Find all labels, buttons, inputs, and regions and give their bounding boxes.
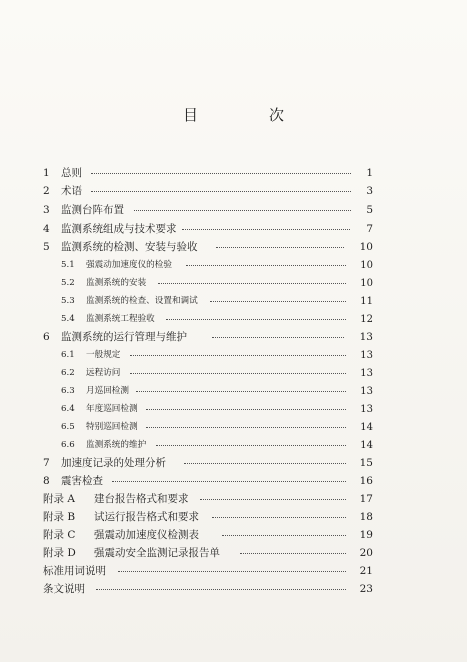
toc-entry-6-2 [0,365,467,382]
leader-dots [91,191,351,192]
toc-number: 6.2 [61,368,75,378]
toc-label: 强震动安全监测记录报告单 [94,547,220,559]
page-title: 目 次 [182,106,312,124]
toc-label: 建台报告格式和要求 [94,493,189,505]
toc-entry-2 [0,183,467,200]
toc-page: 21 [359,565,373,577]
leader-dots [91,173,351,174]
leader-dots [184,463,346,464]
toc-number: 5.1 [61,260,75,270]
toc-appendix-b [0,509,467,526]
leader-dots [182,229,350,230]
toc-page: 20 [359,547,373,559]
toc-label: 远程访问 [86,368,121,378]
toc-number: 3 [43,204,50,216]
leader-dots [166,319,346,320]
leader-dots [134,210,351,211]
leader-dots [216,247,344,248]
toc-entry-8 [0,473,467,490]
toc-label: 强震动加速度仪检测表 [94,529,199,541]
toc-page: 14 [360,422,373,433]
leader-dots [96,589,346,590]
toc-entry-5-2 [0,275,467,292]
toc-label: 加速度记录的处理分析 [61,457,166,469]
toc-number: 5.2 [61,278,75,288]
leader-dots [200,499,346,500]
toc-entry-1 [0,165,467,182]
toc-page: 12 [360,314,373,325]
toc-number: 2 [43,185,50,197]
toc-number: 1 [43,167,50,179]
toc-label: 监测系统组成与技术要求 [61,223,177,235]
toc-label: 监测系统的维护 [86,440,147,450]
leader-dots [130,355,346,356]
toc-entry-5 [0,239,467,256]
toc-page: 1 [366,167,373,179]
toc-page: 13 [360,350,373,361]
toc-label: 特别巡回检测 [86,422,138,432]
toc-number: 附录 C [43,529,76,541]
toc-entry-6-6 [0,437,467,454]
toc-page: 16 [359,475,373,487]
toc-label: 总则 [61,167,82,179]
toc-number: 5.4 [61,314,75,324]
toc-entry-5-4 [0,311,467,328]
leader-dots [158,283,346,284]
toc-page: 23 [359,583,373,595]
toc-label: 监测系统的运行管理与维护 [61,331,187,343]
toc-number: 6.1 [61,350,75,360]
leader-dots [186,265,346,266]
toc-appendix-d [0,545,467,562]
toc-entry-6-5 [0,419,467,436]
toc-number: 6.5 [61,422,75,432]
toc-entry-5-1 [0,257,467,274]
toc-label: 一般规定 [86,350,121,360]
toc-page: 5 [366,204,373,216]
toc-page: 10 [360,278,373,289]
leader-dots [156,445,346,446]
toc-entry-6 [0,329,467,346]
toc-number: 6.6 [61,440,75,450]
toc-number: 4 [43,223,50,235]
toc-page: 7 [366,223,373,235]
toc-entry-6-3 [0,383,467,400]
leader-dots [118,571,346,572]
toc-label: 监测系统工程验收 [86,314,155,324]
toc-page: 14 [360,440,373,451]
toc-page: 13 [359,331,373,343]
leader-dots [146,427,346,428]
leader-dots [112,481,346,482]
leader-dots [146,409,346,410]
leader-dots [240,553,346,554]
toc-label: 监测系统的检查、设置和调试 [86,296,198,306]
toc-label: 术语 [61,185,82,197]
toc-number: 5.3 [61,296,75,306]
toc-label: 年度巡回检测 [86,404,138,414]
toc-label: 监测台阵布置 [61,204,124,216]
toc-label: 震害检查 [61,475,103,487]
toc-appendix-c [0,527,467,544]
toc-appendix-a [0,491,467,508]
toc-page: 17 [359,493,373,505]
toc-page: 10 [360,260,373,271]
toc-explanation [0,581,467,598]
toc-label: 监测系统的检测、安装与验收 [61,241,198,253]
leader-dots [130,373,346,374]
toc-label: 标准用词说明 [43,565,106,577]
toc-entry-7 [0,455,467,472]
toc-label: 试运行报告格式和要求 [94,511,199,523]
toc-page: 13 [360,386,373,397]
toc-label: 条文说明 [43,583,85,595]
leader-dots [136,391,346,392]
toc-entry-6-1 [0,347,467,364]
leader-dots [210,301,346,302]
toc-number: 6 [43,331,50,343]
toc-entry-4 [0,221,467,238]
toc-label: 月巡回检测 [86,386,129,396]
toc-page: 15 [359,457,373,469]
toc-standard-terms [0,563,467,580]
toc-number: 6.3 [61,386,75,396]
toc-entry-3 [0,202,467,219]
toc-page: 18 [359,511,373,523]
toc-number: 附录 D [43,547,76,559]
toc-number: 7 [43,457,50,469]
leader-dots [212,337,344,338]
toc-number: 附录 A [43,493,75,505]
toc-number: 6.4 [61,404,75,414]
leader-dots [212,517,346,518]
toc-page: 11 [360,296,373,307]
toc-page: 13 [360,368,373,379]
toc-entry-6-4 [0,401,467,418]
toc-page: 13 [360,404,373,415]
toc-label: 强震动加速度仪的检验 [86,260,172,270]
leader-dots [222,535,346,536]
toc-page: 19 [359,529,373,541]
toc-page: 10 [359,241,373,253]
toc-label: 监测系统的安装 [86,278,147,288]
toc-page: 3 [366,185,373,197]
toc-entry-5-3 [0,293,467,310]
toc-number: 8 [43,475,50,487]
toc-number: 附录 B [43,511,76,523]
toc-number: 5 [43,241,50,253]
